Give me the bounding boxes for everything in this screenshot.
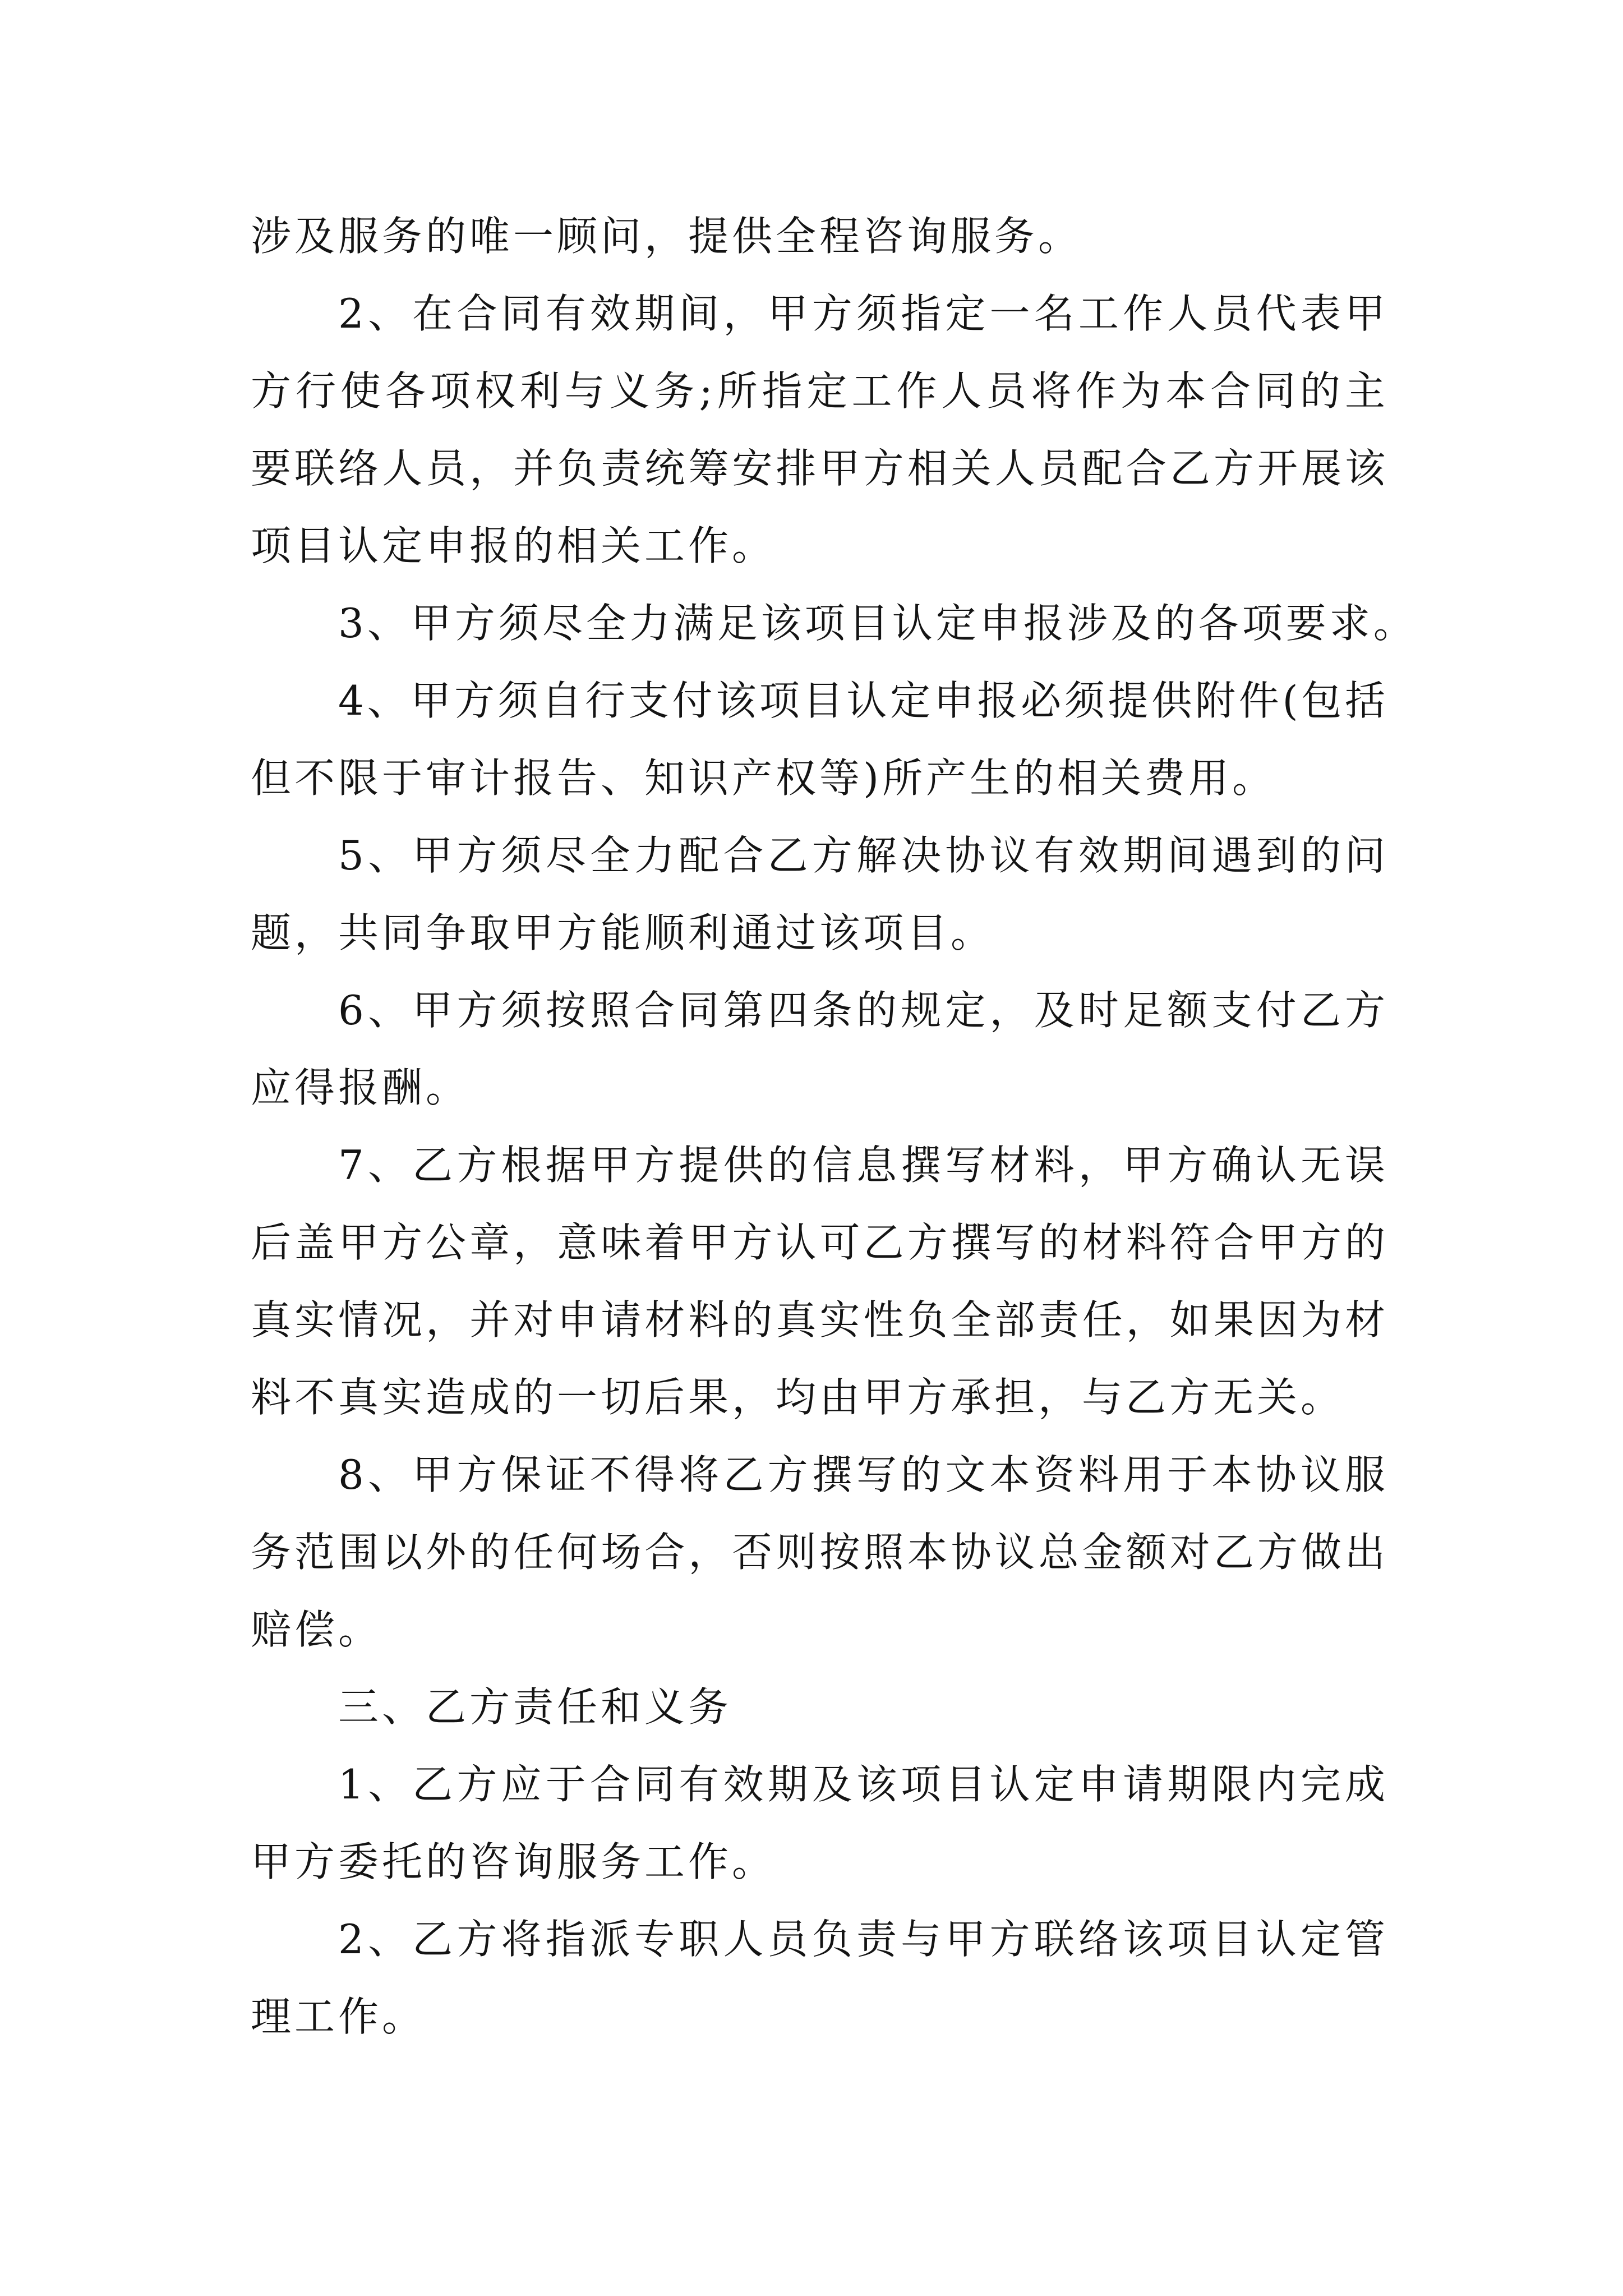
text-line: 但不限于审计报告、知识产权等)所产生的相关费用。 xyxy=(251,754,1276,802)
text-line: 2、在合同有效期间，甲方须指定一名工作人员代表甲 xyxy=(338,290,1387,337)
paragraph-clause-6 xyxy=(251,972,1387,1126)
text-line: 7、乙方根据甲方提供的信息撰写材料，甲方确认无误 xyxy=(338,1142,1387,1189)
text-line: 料不真实造成的一切后果，均由甲方承担，与乙方无关。 xyxy=(251,1374,1345,1421)
text-line: 方行使各项权利与义务;所指定工作人员将作为本合同的主 xyxy=(251,367,1387,415)
text-line: 6、甲方须按照合同第四条的规定，及时足额支付乙方 xyxy=(338,987,1387,1034)
paragraph-clause-2 xyxy=(251,275,1387,585)
text-line: 后盖甲方公章，意味着甲方认可乙方撰写的材料符合甲方的 xyxy=(251,1219,1387,1266)
text-line: 8、甲方保证不得将乙方撰写的文本资料用于本协议服 xyxy=(338,1451,1387,1498)
text-line: 3、甲方须尽全力满足该项目认定申报涉及的各项要求。 xyxy=(338,600,1417,647)
section-heading-text: 三、乙方责任和义务 xyxy=(338,1683,732,1731)
text-line: 4、甲方须自行支付该项目认定申报必须提供附件(包括 xyxy=(338,677,1387,724)
text-line: 赔偿。 xyxy=(251,1606,382,1653)
text-line: 应得报酬。 xyxy=(251,1064,470,1111)
text-line: 甲方委托的咨询服务工作。 xyxy=(251,1838,776,1885)
paragraph-clause-3 xyxy=(251,585,1417,662)
text-line: 理工作。 xyxy=(251,1993,426,2040)
text-line: 真实情况，并对申请材料的真实性负全部责任，如果因为材 xyxy=(251,1296,1387,1343)
text-line: 题，共同争取甲方能顺利通过该项目。 xyxy=(251,909,995,956)
paragraph-clause-4 xyxy=(251,662,1387,817)
text-line: 务范围以外的任何场合，否则按照本协议总金额对乙方做出 xyxy=(251,1529,1387,1576)
document-body xyxy=(251,197,1417,2055)
paragraph-party-b-clause-2 xyxy=(251,1901,1387,2055)
paragraph-clause-7 xyxy=(251,1126,1387,1436)
paragraph-continuation xyxy=(251,197,1387,275)
text-line: 涉及服务的唯一顾问，提供全程咨询服务。 xyxy=(251,213,1082,260)
paragraph-clause-5 xyxy=(251,817,1387,972)
text-line: 5、甲方须尽全力配合乙方解决协议有效期间遇到的问 xyxy=(338,832,1387,879)
text-line: 要联络人员，并负责统筹安排甲方相关人员配合乙方开展该 xyxy=(251,445,1387,492)
text-line: 1、乙方应于合同有效期及该项目认定申请期限内完成 xyxy=(338,1761,1387,1808)
paragraph-clause-8 xyxy=(251,1436,1387,1668)
paragraph-party-b-clause-1 xyxy=(251,1746,1387,1901)
text-line: 2、乙方将指派专职人员负责与甲方联络该项目认定管 xyxy=(338,1916,1387,1963)
text-line: 项目认定申报的相关工作。 xyxy=(251,522,776,569)
section-heading xyxy=(251,1668,1387,1746)
